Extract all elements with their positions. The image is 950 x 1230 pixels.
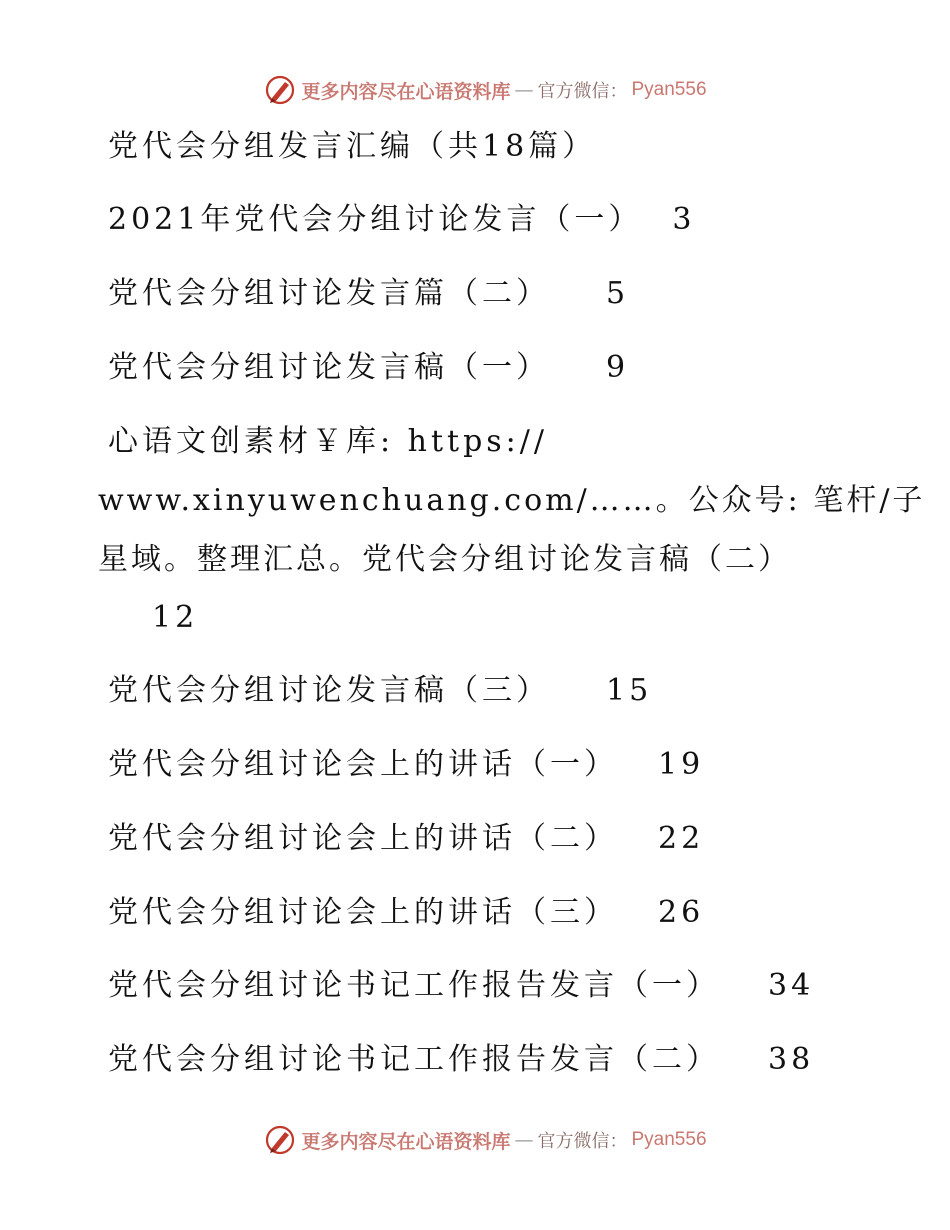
toc-entry-label: 党代会分组讨论会上的讲话（三） — [108, 895, 618, 930]
banner-wechat-id: Pyan556 — [631, 79, 707, 100]
toc-entry-page: 5 — [606, 276, 630, 311]
banner-text: 更多内容尽在心语资料库 — [301, 80, 511, 103]
toc-entry-label: 2021年党代会分组讨论发言（一） — [108, 202, 643, 237]
footer-banner-content — [263, 1123, 706, 1157]
toc-entry-page: 34 — [768, 968, 815, 1003]
toc-entry[interactable] — [108, 274, 629, 314]
toc-title: 党代会分组发言汇编（共18篇） — [108, 129, 597, 164]
toc-entry[interactable] — [108, 200, 695, 240]
toc-entry[interactable] — [108, 745, 704, 785]
toc-entry-label: 党代会分组讨论发言篇（二） — [108, 276, 550, 311]
toc-entry[interactable] — [108, 966, 814, 1006]
toc-entry[interactable] — [108, 348, 629, 388]
toc-entry[interactable] — [108, 671, 652, 711]
toc-entry[interactable] — [108, 819, 704, 859]
footer-banner — [0, 1120, 950, 1160]
header-banner-content — [263, 73, 706, 107]
toc-entry-label: 党代会分组讨论发言稿（一） — [108, 350, 550, 385]
pen-logo-icon — [263, 1123, 297, 1157]
toc-entry-label: 党代会分组讨论会上的讲话（一） — [108, 747, 618, 782]
banner-text: 更多内容尽在心语资料库 — [301, 1130, 511, 1153]
banner-sub: 官方微信： — [537, 1131, 628, 1152]
banner-dash: — — [514, 1129, 534, 1151]
toc-entry-page: 19 — [658, 747, 705, 782]
toc-entry[interactable] — [108, 893, 704, 933]
pen-logo-icon — [263, 73, 297, 107]
toc-entry-page: 15 — [606, 673, 653, 708]
toc-entry-label: 党代会分组讨论会上的讲话（二） — [108, 821, 618, 856]
toc-entry-label: 党代会分组讨论书记工作报告发言（一） — [108, 968, 720, 1003]
toc-entry-page: 22 — [658, 821, 705, 856]
toc-entry-page: 9 — [606, 350, 630, 385]
banner-dash: — — [514, 79, 534, 101]
toc-entry-page: 26 — [658, 895, 705, 930]
banner-wechat-id: Pyan556 — [631, 1129, 707, 1150]
toc-entry[interactable] — [108, 1040, 814, 1080]
header-banner — [0, 70, 950, 110]
notice-line-2: www.xinyuwenchuang.com/……。公众号: 笔杆/子 — [98, 483, 926, 518]
toc-entry-label: 党代会分组讨论发言稿（三） — [108, 673, 550, 708]
notice-line-3: 星域。整理汇总。党代会分组讨论发言稿（二） — [98, 542, 791, 577]
notice-line-1: 心语文创素材￥库: https:// — [108, 424, 548, 459]
toc-entry-page: 3 — [672, 202, 696, 237]
banner-sub: 官方微信： — [537, 81, 628, 102]
toc-entry-label: 党代会分组讨论书记工作报告发言（二） — [108, 1042, 720, 1077]
toc-entry-page: 38 — [768, 1042, 815, 1077]
notice-page: 12 — [152, 600, 199, 635]
